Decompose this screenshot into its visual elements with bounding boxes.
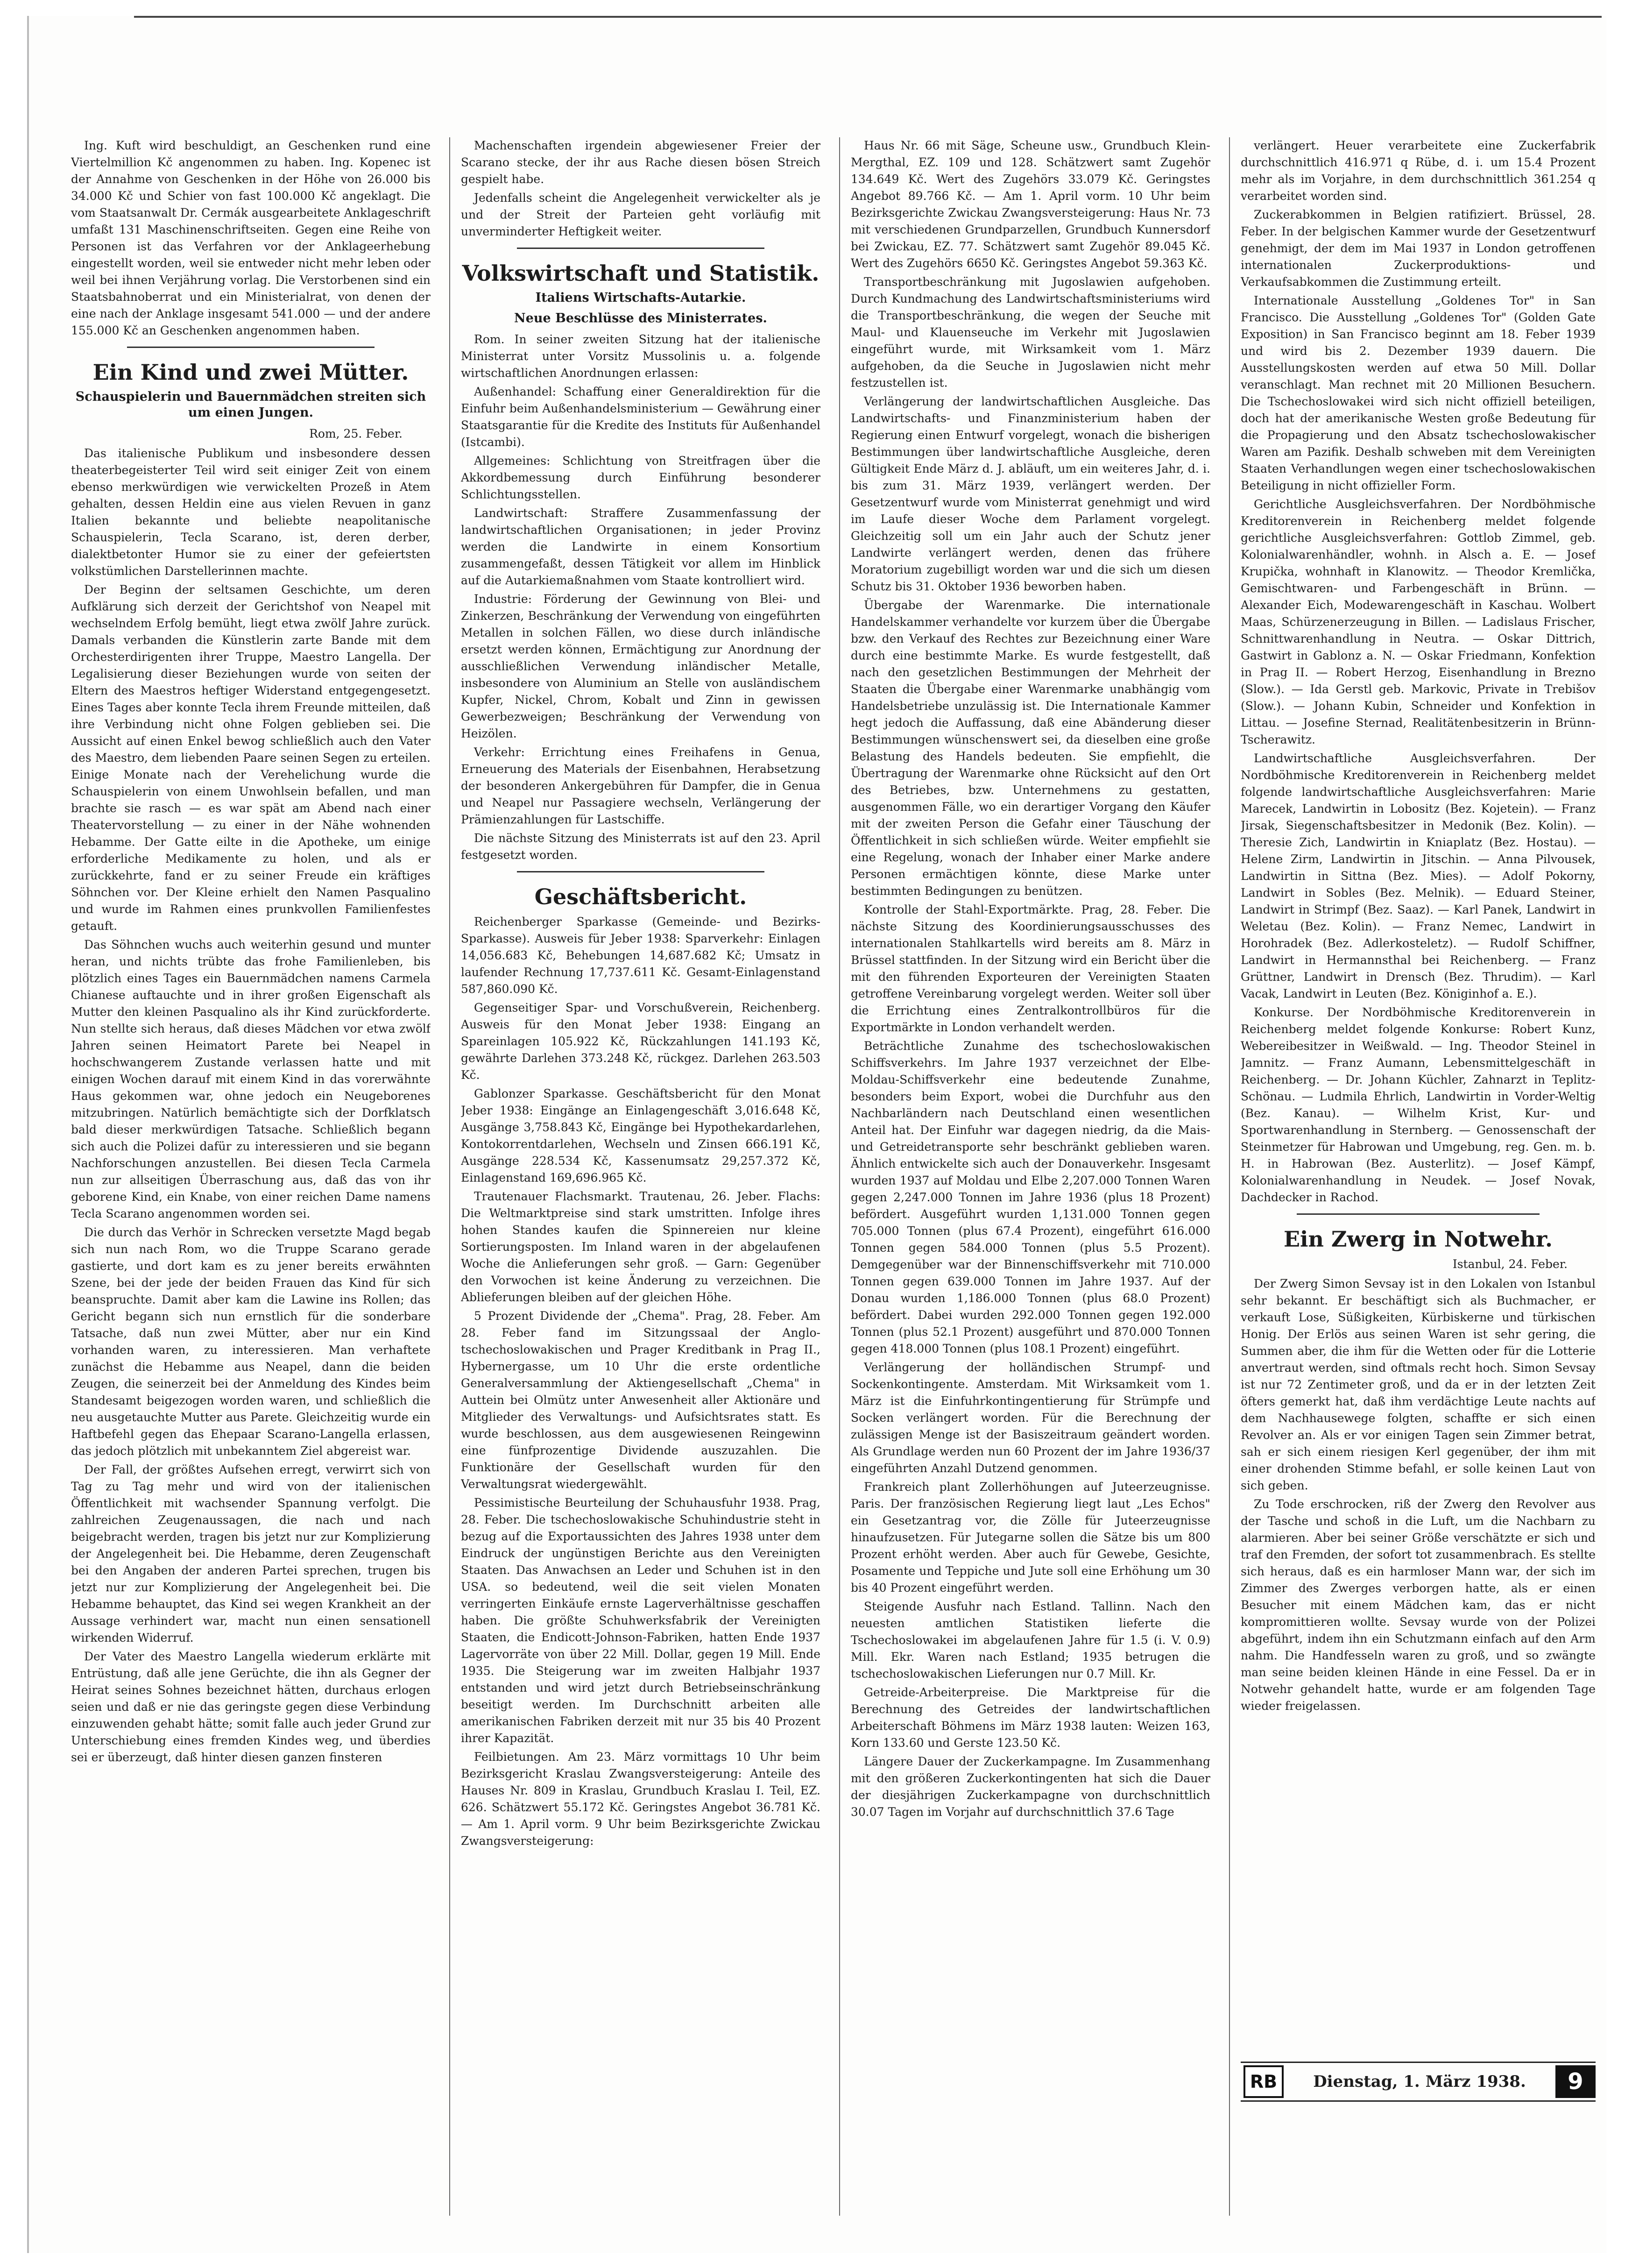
column-divider <box>449 137 450 2216</box>
report-item: Trautenauer Flachsmarkt. Trautenau, 26. Jeber. Flachs: Die Weltmarktpreise sind stark umstritten. Infolge ihres hohen Standes kaufen die Spinnereien nur kleine Sortierungsposten. Im Inland waren in der abgelaufenen Woche die Anlieferungen sehr groß. — Garn: Gegenüber den Vorwochen ist keine Änderung zu verzeichnen. Die Ablieferungen bleiben auf der gleichen Höhe. <box>461 1190 820 1304</box>
report-item: Zuckerabkommen in Belgien ratifiziert. Brüssel, 28. Feber. In der belgischen Kammer wurde der Gesetzentwurf genehmigt, der dem im Mai 1937 in London getroffenen internationalen Zuckerproduktions- und Verkaufsabkommen die Zustimmung erteilt. <box>1241 208 1596 289</box>
section-divider <box>517 871 764 872</box>
article-paragraph: Die durch das Verhör in Schrecken versetzte Magd begab sich nun nach Rom, wo die Truppe Scarano gerade gastierte, und dort kam es zu jener bereits erwähnten Szene, bei der jede der beiden Frauen das Kind für sich beanspruchte. Damit aber kam die Lawine ins Rollen; das Gericht begann sich nun ernstlich für die sonderbare Tatsache, daß nun zwei Mütter, aber nur ein Kind vorhanden waren, zu interessieren. Man verhaftete zunächst die Hebamme aus Neapel, dann die beiden Zeugen, die seinerzeit bei der Anmeldung des Kindes beim Standesamt beigezogen worden waren, und schließlich die neu ausgetauchte Mutter aus Parete. Gleichzeitig wurde ein Haftbefehl gegen das Ehepaar Scarano-Langella erlassen, das jedoch plötzlich mit unbekanntem Ziel abgereist war. <box>71 1226 431 1458</box>
article-paragraph: Zu Tode erschrocken, riß der Zwerg den Revolver aus der Tasche und schoß in die Luft, um die Nachbarn zu alarmieren. Aber bei seiner Größe verschätzte er sich und traf den Fremden, der sofort tot zusammenbrach. Es stellte sich heraus, daß es ein harmloser Mann war, der sich im Zimmer des Zwerges verborgen hatte, als er einen Besucher mit einem Mädchen kam, das er nicht kompromittieren wollte. Sevsay wurde von der Polizei abgeführt, indem ihn ein Schutzmann einfach auf den Arm nahm. Die Handfesseln waren zu groß, und so zwängte man seine beiden kleinen Hände in eine Fessel. Da er in Notwehr gehandelt hatte, wurde er am folgenden Tage wieder freigelassen. <box>1241 1497 1596 1713</box>
article-paragraph: Der Fall, der größtes Aufsehen erregt, verwirrt sich von Tag zu Tag mehr und wird von der italienischen Öffentlichkeit mit wachsender Spannung verfolgt. Die zahlreichen Zeugenaussagen, die nach und nach beigebracht werden, tragen bis jetzt nur zur Komplizierung der Angelegenheit bei. Die Hebamme, deren Zeugenschaft bei den Angaben der anderen Partei sprechen, trugen bis jetzt nur zur Komplizierung der Angelegenheit bei. Die Hebamme behauptet, das Kind sei wegen Krankheit an der Aussage verhindert war, macht nun einen sensationell wirkenden Widerruf. <box>71 1463 431 1644</box>
page-footer <box>1241 2062 1596 2102</box>
section-divider <box>1297 1213 1540 1215</box>
article-paragraph: Verkehr: Errichtung eines Freihafens in Genua, Erneuerung des Materials der Eisenbahnen, Herabsetzung der besonderen Ankergebühren für Dampfer, die in Genua und Neapel nur Passagiere wechseln, Verlängerung der Prämienzahlungen für Lastschiffe. <box>461 745 820 826</box>
report-item: Gerichtliche Ausgleichsverfahren. Der Nordböhmische Kreditorenverein in Reichenberg meldet folgende gerichtliche Ausgleichsverfahren: Gottlob Zimmel, geb. Kolonialwarenhändler, wohnh. in Alsch a. E. — Josef Krupička, wohnhaft in Klanowitz. — Theodor Kremlička, Gemischtwaren- und Farbengeschäft in Brünn. — Alexander Eich, Modewarengeschäft in Kaschau. Wolbert Maas, Schürzenerzeugung in Billen. — Ladislaus Frischer, Schnittwarenhandlung in Neutra. — Oskar Dittrich, Gastwirt in Gablonz a. N. — Oskar Friedmann, Konfektion in Prag II. — Robert Herzog, Eisenhandlung in Brezno (Slow.). — Ida Gerstl geb. Markovic, Private in Trebišov (Slow.). — Johann Kubin, Schneider und Konfektion in Littau. — Josefine Sternad, Realitätenbesitzerin in Brünn-Tscherawitz. <box>1241 497 1596 746</box>
column-4 <box>1241 137 1596 2080</box>
article-subheadline: Italiens Wirtschafts-Autarkie. <box>535 291 746 305</box>
article-paragraph: Rom. In seiner zweiten Sitzung hat der italienische Ministerrat unter Vorsitz Mussolinis u. a. folgende wirtschaftlichen Anordnungen erlassen: <box>461 333 820 380</box>
article-dateline: Rom, 25. Feber. <box>309 427 403 440</box>
section-headline: Geschäftsbericht. <box>534 884 747 909</box>
report-item: Transportbeschränkung mit Jugoslawien aufgehoben. Durch Kundmachung des Landwirtschaftsministeriums wird die Transportbeschränkung, die wegen der Seuche mit Maul- und Klauenseuche im Verkehr mit Jugoslawien eingeführt wurde, mit Wirksamkeit vom 1. März aufgehoben, da die Seuche in Jugoslawien nicht mehr festzustellen ist. <box>851 275 1210 390</box>
column-2 <box>461 137 820 2220</box>
article-paragraph: Jedenfalls scheint die Angelegenheit verwickelter als je und der Streit der Parteien geht vorläufig mit unverminderter Heftigkeit weiter. <box>461 191 820 238</box>
report-item: Reichenberger Sparkasse (Gemeinde- und Bezirks-Sparkasse). Ausweis für Jeber 1938: Sparverkehr: Einlagen 14,056.683 Kč, Behebungen 14,687.682 Kč; Umsatz in laufender Rechnung 17,737.611 Kč. Gesamt-Einlagenstand 587,860.090 Kč. <box>461 915 820 996</box>
article-dateline: Istanbul, 24. Feber. <box>1452 1257 1568 1271</box>
newspaper-page <box>27 16 1606 2253</box>
article-paragraph: Industrie: Förderung der Gewinnung von Blei- und Zinkerzen, Beschränkung der Verwendung von eingeführten Metallen in solchen Fällen, wo diese durch inländische ersetzt werden können, Ermächtigung zur Anordnung der ausschließlichen Verwendung inländischer Metalle, insbesondere von Aluminium an Stelle von ausländischem Kupfer, Nickel, Chrom, Kobalt und Zinn in gewissen Gewerbezweigen; Beschränkung der Verwendung von Heizölen. <box>461 592 820 740</box>
article-headline: Ein Zwerg in Notwehr. <box>1283 1226 1553 1252</box>
report-item: Verlängerung der landwirtschaftlichen Ausgleiche. Das Landwirtschafts- und Finanzministerium haben der Regierung einen Entwurf vorgelegt, wonach die bisherigen Bestimmungen über landwirtschaftliche Ausgleiche, deren Gültigkeit Ende März d. J. abläuft, um ein weiteres Jahr, d. i. bis zum 31. März 1939, verlängert werden. Der Gesetzentwurf wurde vom Ministerrat genehmigt und wird im Laufe dieser Woche dem Parlament vorgelegt. Gleichzeitig soll um ein Jahr auch der Schutz jener Landwirte verlängert werden, denen das frühere Moratorium zugebilligt worden war und die sich um diesen Schutz bis 31. Oktober 1936 beworben haben. <box>851 395 1210 593</box>
article-subheadline-2: Neue Beschlüsse des Ministerrates. <box>514 311 767 326</box>
report-item: Verlängerung der holländischen Strumpf- und Sockenkontingente. Amsterdam. Mit Wirksamkeit vom 1. März ist die Einfuhrkontingentierung für Strümpfe und Socken verlängert worden. Für die Berechnung der zulässigen Menge ist der Basiszeitraum geändert worden. Als Grundlage werden nun 60 Prozent der im Jahre 1936/37 eingeführten Anzahl Dutzend genommen. <box>851 1361 1210 1475</box>
report-item: Konkurse. Der Nordböhmische Kreditorenverein in Reichenberg meldet folgende Konkurse: Robert Kunz, Webereibesitzer in Weißwald. — Ing. Theodor Steinel in Jamnitz. — Franz Aumann, Lebensmittelgeschäft in Reichenberg. — Dr. Johann Küchler, Zahnarzt in Teplitz-Schönau. — Ludmila Ehrlich, Landwirtin in Vorder-Weltig (Bez. Kanau). — Wilhelm Krist, Kur- und Sportwarenhandlung in Sternberg. — Genossenschaft der Steinmetzer für Habrowan und Umgebung, reg. Gen. m. b. H. in Habrowan (Bez. Austerlitz). — Josef Kämpf, Kolonialwarenhandlung in Neudek. — Josef Novak, Dachdecker in Rachod. <box>1241 1006 1596 1204</box>
page-number: 9 <box>1555 2065 1596 2098</box>
article-paragraph: Die nächste Sitzung des Ministerrats ist auf den 23. April festgesetzt worden. <box>461 831 820 862</box>
report-item: Pessimistische Beurteilung der Schuhausfuhr 1938. Prag, 28. Feber. Die tschechoslowakische Schuhindustrie steht in bezug auf die Exportaussichten des Jahres 1938 unter dem Eindruck der ungünstigen Berichte aus den Vereinigten Staaten. Das Anwachsen an Leder und Schuhen ist in den USA. so bedeutend, weil die seit vielen Monaten verringerten Einkäufe ernste Lagerverhältnisse geschaffen haben. Die größte Schuhwerksfabrik der Vereinigten Staaten, die Endicott-Johnson-Fabriken, hatten Ende 1937 Lagervorräte von über 22 Mill. Dollar, gegen 19 Mill. Ende 1935. Die Steigerung war im zweiten Halbjahr 1937 entstanden und wird jetzt durch Betriebseinschränkung beseitigt werden. Im Durchschnitt arbeiten alle amerikanischen Fabriken derzeit mit nur 35 bis 40 Prozent ihrer Kapazität. <box>461 1496 820 1745</box>
intro-paragraph: Ing. Kuft wird beschuldigt, an Geschenken rund eine Viertelmillion Kč angenommen zu haben. Ing. Kopenec ist der Annahme von Geschenken in der Höhe von 26.000 bis 34.000 Kč und Schier von fast 100.000 Kč angeklagt. Die vom Staatsanwalt Dr. Cermák ausgearbeitete Anklageschrift umfaßt 131 Maschinenschriftseiten. Gegen eine Reihe von Personen ist das Verfahren vor der Anklageerhebung eingestellt worden, weil sie entweder nicht mehr leben oder weil bei ihnen Verjährung vorlag. Die Verstorbenen sind ein Staatsbahnoberrat und ein Ministerialrat, von denen der eine nach der Anklage insgesamt 541.000 — und der andere 155.000 Kč an Geschenken angenommen haben. <box>71 139 431 337</box>
column-1 <box>71 137 431 2220</box>
report-item: Landwirtschaftliche Ausgleichsverfahren. Der Nordböhmische Kreditorenverein in Reichenberg meldet folgende landwirtschaftliche Ausgleichsverfahren: Marie Marecek, Landwirtin in Lobositz (Bez. Kojetein). — Franz Jirsak, Siegenschaftsbesitzer in Medonik (Bez. Kolin). — Theresie Zich, Landwirtin in Kniaplatz (Bez. Hostau). — Helene Zirm, Landwirtin in Jitschin. — Anna Pilvousek, Landwirtin in Sittna (Bez. Mies). — Adolf Pokorny, Landwirt in Sobles (Bez. Melnik). — Eduard Steiner, Landwirt in Strimpf (Bez. Saaz). — Karl Panek, Landwirt in Weletau (Bez. Kolin). — Franz Nemec, Landwirt in Horohradek (Bez. Adlerkosteletz). — Rudolf Schiffner, Landwirt in Hermannsthal bei Reichenberg. — Franz Grüttner, Landwirt in Drensch (Bez. Thrudim). — Karl Vacak, Landwirt in Leuten (Bez. Königinhof a. E.). <box>1241 751 1596 1000</box>
report-item: Gegenseitiger Spar- und Vorschußverein, Reichenberg. Ausweis für den Monat Jeber 1938: Eingang an Spareinlagen 105.922 Kč, Rückzahlungen 141.193 Kč, gewährte Darlehen 373.248 Kč, rückgez. Darlehen 263.503 Kč. <box>461 1001 820 1082</box>
article-paragraph: Das Söhnchen wuchs auch weiterhin gesund und munter heran, und nichts trübte das frohe Familienleben, bis plötzlich eines Tages ein Bauernmädchen namens Carmela Chianese auftauchte und in ihrer großen Eigenschaft als Mutter den kleinen Pasqualino als ihr Kind zurückforderte. Nun stellte sich heraus, daß dieses Mädchen vor etwa zwölf Jahren seinen Heimatort Parete bei Neapel in hochschwangerem Zustande verlassen hatte und mit einigen Wochen darauf mit einem Kind in das vorerwähnte Haus gekommen war, ohne jedoch ein Neugeborenes mitzubringen. Natürlich bemächtigte sich der Dorfklatsch bald dieser merkwürdigen Tatsache. Schließlich begann sich auch die Polizei dafür zu interessieren und sie begann Nachforschungen anzustellen. Bei diesen Tecla Carmela nun zur allseitigen Überraschung aus, daß das von ihr geborene Kind, ein Knabe, von einer reichen Dame namens Tecla Scarano angenommen worden sei. <box>71 938 431 1220</box>
report-item: Feilbietungen. Am 23. März vormittags 10 Uhr beim Bezirksgericht Kraslau Zwangsversteigerung: Anteile des Hauses Nr. 809 in Kraslau, Grundbuch Kraslau I. Teil, EZ. 626. Schätzwert 55.172 Kč. Geringstes Angebot 36.781 Kč. — Am 1. April vorm. 9 Uhr beim Bezirksgerichte Zwickau Zwangsversteigerung: <box>461 1750 820 1848</box>
article-paragraph: Machenschaften irgendein abgewiesener Freier der Scarano stecke, der ihr aus Rache diesen bösen Streich gespielt habe. <box>461 139 820 186</box>
report-item: Beträchtliche Zunahme des tschechoslowakischen Schiffsverkehrs. Im Jahre 1937 verzeichnet der Elbe-Moldau-Schiffsverkehr eine bedeutende Zunahme, besonders beim Export, wobei die Durchfuhr aus den Nachbarländern nach Deutschland einen wesentlichen Anteil hat. Der Einfuhr war dagegen niedrig, da die Mais- und Getreidetransporte sehr beschränkt geblieben waren. Ähnlich entwickelte sich auch der Donauverkehr. Insgesamt wurden 1937 auf Moldau und Elbe 2,207.000 Tonnen Waren gegen 2,247.000 Tonnen im Jahre 1936 (plus 18 Prozent) befördert. Ausgeführt wurden 1,131.000 Tonnen gegen 705.000 Tonnen (plus 67.4 Prozent), eingeführt 616.000 Tonnen gegen 584.000 Tonnen (plus 5.5 Prozent). Demgegenüber war der Binnenschiffsverkehr mit 710.000 Tonnen gegen 639.000 Tonnen im Jahre 1937. Auf der Donau wurden 1,186.000 Tonnen (plus 68.0 Prozent) befördert. Dabei wurden 292.000 Tonnen gegen 192.000 Tonnen (plus 52.1 Prozent) ausgeführt und 870.000 Tonnen gegen 418.000 Tonnen (plus 108.1 Prozent) eingeführt. <box>851 1039 1210 1355</box>
article-paragraph: Das italienische Publikum und insbesondere dessen theaterbegeisterter Teil wird seit einiger Zeit von einem ebenso merkwürdigen wie verwickelten Prozeß in Atem gehalten, dessen Heldin eine aus vielen Revuen in ganz Italien bekannte und beliebte neapolitanische Schauspielerin, Tecla Scarano, ist, deren derber, dialektbetonter Humor sie zu einer der gefeiertsten volkstümlichen Darstellerinnen machte. <box>71 447 431 578</box>
article-paragraph: Allgemeines: Schlichtung von Streitfragen über die Akkordbemessung durch Einführung besonderer Schlichtungsstellen. <box>461 454 820 501</box>
section-divider <box>127 347 374 348</box>
article-subheadline: Schauspielerin und Bauernmädchen streiten sich um einen Jungen. <box>75 390 426 420</box>
article-paragraph: Landwirtschaft: Straffere Zusammenfassung der landwirtschaftlichen Organisationen; in jeder Provinz werden die Landwirte in einem Konsortium zusammengefaßt, dessen Tätigkeit vor allem im Hinblick auf die Autarkiemaßnahmen vom Staate kontrolliert wird. <box>461 506 820 587</box>
report-item: Getreide-Arbeiterpreise. Die Marktpreise für die Berechnung des Getreides der landwirtschaftlichen Arbeiterschaft Böhmens im März 1938 lauten: Weizen 163, Korn 133.60 und Gerste 123.50 Kč. <box>851 1686 1210 1750</box>
report-item: 5 Prozent Dividende der „Chema". Prag, 28. Feber. Am 28. Feber fand im Sitzungssaal der Anglo-tschechoslowakischen und Prager Kreditbank in Prag II., Hybernergasse, um 10 Uhr die erste ordentliche Generalversammlung der Aktiengesellschaft „Chema" in Auttein bei Olmütz unter Anwesenheit aller Aktionäre und Mitglieder des Verwaltungs- und Aufsichtsrates statt. Es wurde beschlossen, aus dem ausgewiesenen Reingewinn eine fünfprozentige Dividende auszuzahlen. Die Funktionäre der Gesellschaft wurden für den Verwaltungsrat wiedergewählt. <box>461 1309 820 1491</box>
section-headline: Volkswirtschaft und Statistik. <box>462 261 820 286</box>
article-paragraph: Der Beginn der seltsamen Geschichte, um deren Aufklärung sich derzeit der Gerichtshof von Neapel mit wechselndem Erfolg bemüht, liegt etwa zwölf Jahre zurück. Damals verbanden die Künstlerin zarte Bande mit dem Orchesterdirigenten ihrer Truppe, Maestro Langella. Der Legalisierung dieser Beziehungen wurde von seiten der Eltern des Maestros heftiger Widerstand entgegengesetzt. Eines Tages aber konnte Tecla ihrem Freunde mitteilen, daß ihre Verbindung nicht ohne Folgen geblieben sei. Die Aussicht auf einen Enkel bewog schließlich auch den Vater des Maestro, dem liebenden Paare seinen Segen zu erteilen. Einige Monate nach der Verehelichung wurde die Schauspielerin von einem Unwohlsein befallen, und man brachte sie rasch — es war spät am Abend nach einer Theatervorstellung — zu einer in der Nähe wohnenden Hebamme. Der Gatte eilte in die Apotheke, um einige erforderliche Medikamente zu holen, und als er zurückkehrte, fand er zu seiner Freude ein kräftiges Söhnchen vor. Der Kleine erhielt den Namen Pasqualino und wurde im Rahmen eines prunkvollen Familienfestes getauft. <box>71 583 431 933</box>
report-item: Haus Nr. 66 mit Säge, Scheune usw., Grundbuch Klein-Mergthal, EZ. 109 und 128. Schätzwert samt Zugehör 134.649 Kč. Wert des Zugehörs 33.079 Kč. Geringstes Angebot 89.766 Kč. — Am 1. April vorm. 10 Uhr beim Bezirksgerichte Zwickau Zwangsversteigerung: Haus Nr. 73 mit verschiedenen Grundparzellen, Grundbuch Kunnersdorf bei Zwickau, EZ. 77. Schätzwert samt Zugehör 89.045 Kč. Wert des Zugehörs 6650 Kč. Geringstes Angebot 59.363 Kč. <box>851 139 1210 270</box>
issue-date: Dienstag, 1. März 1938. <box>1313 2072 1526 2091</box>
report-item: Frankreich plant Zollerhöhungen auf Juteerzeugnisse. Paris. Der französischen Regierung liegt laut „Les Echos" ein Gesetzantrag vor, die Zölle für Juteerzeugnisse hinaufzusetzen. Für Jutegarne sollen die Sätze bis um 800 Prozent erhöht werden. Aber auch für Gewebe, Gesichte, Posamente und Teppiche und Jute soll eine Erhöhung um 30 bis 40 Prozent eingeführt werden. <box>851 1480 1210 1595</box>
masthead-logo: RB <box>1243 2065 1284 2098</box>
article-headline: Ein Kind und zwei Mütter. <box>92 360 409 385</box>
report-item: Übergabe der Warenmarke. Die internationale Handelskammer verhandelte vor kurzem über die Übergabe bzw. den Verkauf des Rechtes zur Bezeichnung einer Ware durch eine bestimmte Marke. Es wurde festgestellt, daß nach den gesetzlichen Bestimmungen der Mehrheit der Staaten die Übergabe einer Warenmarke unabhängig vom Handelsbetriebe unzulässig ist. Die Internationale Kammer hegt jedoch die Auffassung, daß eine Abänderung dieser Bestimmungen wünschenswert sei, da dieselben eine große Belastung des Handels bedeuten. Sie empfiehlt, die Übertragung der Warenmarke ohne Rücksicht auf den Ort des Betriebes, bzw. Unternehmens zu gestatten, ausgenommen Fälle, wo ein derartiger Vorgang den Käufer mit der zweiten Person die Gefahr einer Täuschung der Öffentlichkeit in sich schließen würde. Weiter empfiehlt sie eine Regelung, wonach der Inhaber einer Marke andere Personen ermächtigen könnte, diese Marke unter bestimmten Bedingungen zu benützen. <box>851 598 1210 898</box>
article-paragraph: Der Zwerg Simon Sevsay ist in den Lokalen von Istanbul sehr bekannt. Er beschäftigt sich als Buchmacher, er verkauft Lose, Süßigkeiten, Kürbiskerne und türkischen Honig. Der Erlös aus seinen Waren ist sehr gering, die Summen aber, die ihm für die Wetten oder für die Lotterie anvertraut werden, sind oftmals recht hoch. Simon Sevsay ist nur 72 Zentimeter groß, und da er in der letzten Zeit öfters gemerkt hat, daß ihm verdächtige Leute nachts auf dem Nachhausewege folgten, schaffte er sich einen Revolver an. Als er vor einigen Tagen sein Zimmer betrat, sah er sich einem riesigen Kerl gegenüber, der ihm mit einer drohenden Stimme befahl, er solle keinen Laut von sich geben. <box>1241 1277 1596 1492</box>
report-item: Längere Dauer der Zuckerkampagne. Im Zusammenhang mit den größeren Zuckerkontingenten hat sich die Dauer der diesjährigen Zuckerkampagne von durchschnittlich 30.07 Tagen im Vorjahr auf durchschnittlich 37.6 Tage <box>851 1755 1210 1819</box>
column-divider <box>1229 137 1230 2216</box>
top-rule <box>134 16 1602 18</box>
section-divider <box>517 248 764 249</box>
report-item: Steigende Ausfuhr nach Estland. Tallinn. Nach den neuesten amtlichen Statistiken lieferte die Tschechoslowakei im abgelaufenen Jahre für 1.5 (i. V. 0.9) Mill. Ekr. Waren nach Estland; 1935 betrugen die tschechoslowakischen Lieferungen nur 0.7 Mill. Kr. <box>851 1600 1210 1680</box>
report-item: Internationale Ausstellung „Goldenes Tor" in San Francisco. Die Ausstellung „Goldenes Tor" (Golden Gate Exposition) in San Francisco beginnt am 18. Feber 1939 und wird bis 2. Dezember 1939 dauern. Die Ausstellungskosten werden auf etwa 50 Mill. Dollar veranschlagt. Man rechnet mit 20 Millionen Besuchern. Die Tschechoslowakei wird sich nicht offiziell beteiligen, doch hat der amerikanische Westen große Bedeutung für die Propagierung und den Absatz tschechoslowakischer Waren am Pazifik. Deshalb schweben mit dem Vereinigten Staaten Verhandlungen wegen einer tschechoslowakischen Beteiligung in nicht offizieller Form. <box>1241 294 1596 492</box>
column-divider <box>839 137 840 2216</box>
article-paragraph: Der Vater des Maestro Langella wiederum erklärte mit Entrüstung, daß alle jene Gerüchte, die ihn als Gegner der Heirat seines Sohnes bezeichnet hätten, durchaus erlogen seien und daß er nie das geringste gegen diese Verbindung einzuwenden gehabt hätte; somit falle auch jeder Grund zur Unterschiebung eines fremden Kindes weg, und überdies sei er überzeugt, daß hinter diesen ganzen finsteren <box>71 1650 431 1764</box>
report-item: Kontrolle der Stahl-Exportmärkte. Prag, 28. Feber. Die nächste Sitzung des Koordinierungsausschusses des internationalen Stahlkartells wird bereits am 8. März in Brüssel stattfinden. In der Sitzung wird ein Bericht über die mit den führenden Exporteuren der Vereinigten Staaten getroffene Vereinbarung vorgelegt werden. Weiter soll über die Errichtung eines Zentralkontrollbüros für die Exportmärkte in London verhandelt werden. <box>851 903 1210 1034</box>
report-item: Gablonzer Sparkasse. Geschäftsbericht für den Monat Jeber 1938: Eingänge an Einlagengeschäft 3,016.648 Kč, Ausgänge 3,758.843 Kč, Eingänge bei Hypothekardarlehen, Kontokorrentdarlehen, Wechseln und Zinsen 666.191 Kč, Ausgänge 228.534 Kč, Kassenumsatz 29,257.372 Kč, Einlagenstand 169,696.965 Kč. <box>461 1087 820 1184</box>
report-item: verlängert. Heuer verarbeitete eine Zuckerfabrik durchschnittlich 416.971 q Rübe, d. i. um 15.4 Prozent mehr als im Vorjahre, in dem durchschnittlich 361.254 q verarbeitet worden sind. <box>1241 139 1596 203</box>
article-paragraph: Außenhandel: Schaffung einer Generaldirektion für die Einfuhr beim Außenhandelsministerium — Gewährung einer Staatsgarantie für die Kredite des Instituts für Außenhandel (Istcambi). <box>461 385 820 449</box>
column-3 <box>851 137 1210 2220</box>
